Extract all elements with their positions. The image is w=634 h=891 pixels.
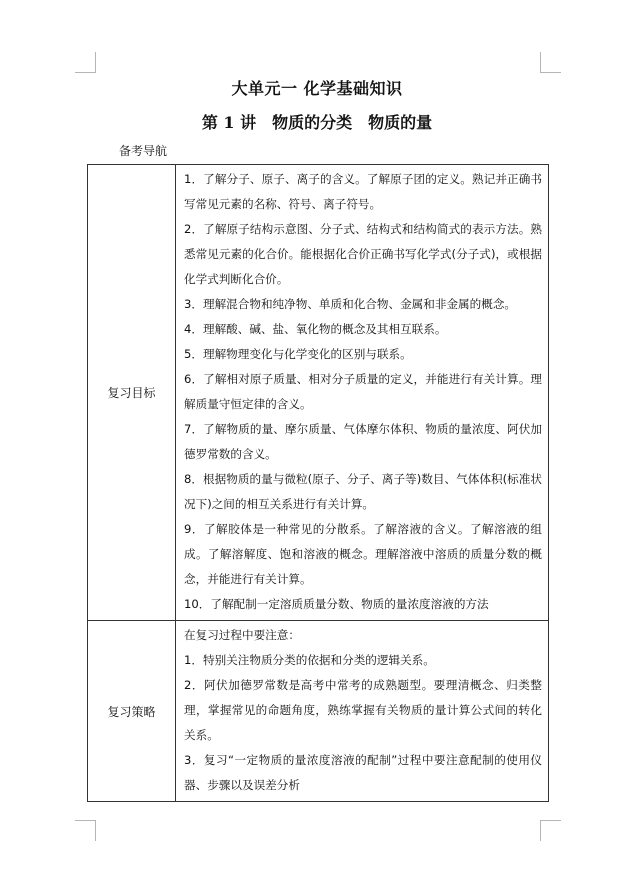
list-item: 6．了解相对原子质量、相对分子质量的定义，并能进行有关计算。理解质量守恒定律的含义。 xyxy=(184,372,542,411)
list-item: 7．了解物质的量、摩尔质量、气体摩尔体积、物质的量浓度、阿伏加德罗常数的含义。 xyxy=(184,422,542,461)
row-content-objectives xyxy=(176,165,549,621)
table-row-objectives xyxy=(88,165,549,621)
list-item: 8．根据物质的量与微粒(原子、分子、离子等)数目、气体体积(标准状况下)之间的相互关系进行有关计算。 xyxy=(184,472,542,511)
guide-label: 备考导航 xyxy=(119,144,168,158)
table-row-strategy xyxy=(88,621,549,802)
row-label-strategy: 复习策略 xyxy=(88,621,176,802)
list-item: 9．了解胶体是一种常见的分散系。了解溶液的含义。了解溶液的组成。了解溶解度、饱和溶液的概念。理解溶液中溶质的质量分数的概念，并能进行有关计算。 xyxy=(184,522,542,586)
review-table xyxy=(87,164,549,802)
list-item: 10．了解配制一定溶质质量分数、物质的量浓度溶液的方法 xyxy=(184,597,489,611)
list-item: 在复习过程中要注意： xyxy=(184,628,300,642)
lesson-title: 第 1 讲 物质的分类 物质的量 xyxy=(201,113,433,132)
unit-title: 大单元一 化学基础知识 xyxy=(231,79,403,98)
list-item: 4．理解酸、碱、盐、氧化物的概念及其相互联系。 xyxy=(184,322,447,336)
list-item: 3．复习“一定物质的量浓度溶液的配制”过程中要注意配制的使用仪器、步骤以及误差分析 xyxy=(184,753,542,792)
crop-mark-top-right xyxy=(540,52,561,73)
list-item: 3．理解混合物和纯净物、单质和化合物、金属和非金属的概念。 xyxy=(184,297,517,311)
crop-mark-bottom-left xyxy=(75,820,96,841)
list-item: 2．阿伏加德罗常数是高考中常考的成熟题型。要理清概念、归类整理，掌握常见的命题角度，熟练掌握有关物质的量计算公式间的转化关系。 xyxy=(184,678,542,742)
row-label-objectives: 复习目标 xyxy=(88,165,176,621)
list-item: 2．了解原子结构示意图、分子式、结构式和结构简式的表示方法。熟悉常见元素的化合价。能根据化合价正确书写化学式(分子式)，或根据化学式判断化合价。 xyxy=(184,222,542,286)
list-item: 5．理解物理变化与化学变化的区别与联系。 xyxy=(184,347,412,361)
list-item: 1．特别关注物质分类的依据和分类的逻辑关系。 xyxy=(184,653,435,667)
list-item: 1．了解分子、原子、离子的含义。了解原子团的定义。熟记并正确书写常见元素的名称、符号、离子符号。 xyxy=(184,172,542,211)
row-content-strategy xyxy=(176,621,549,802)
crop-mark-top-left xyxy=(75,52,96,73)
crop-mark-bottom-right xyxy=(540,820,561,841)
